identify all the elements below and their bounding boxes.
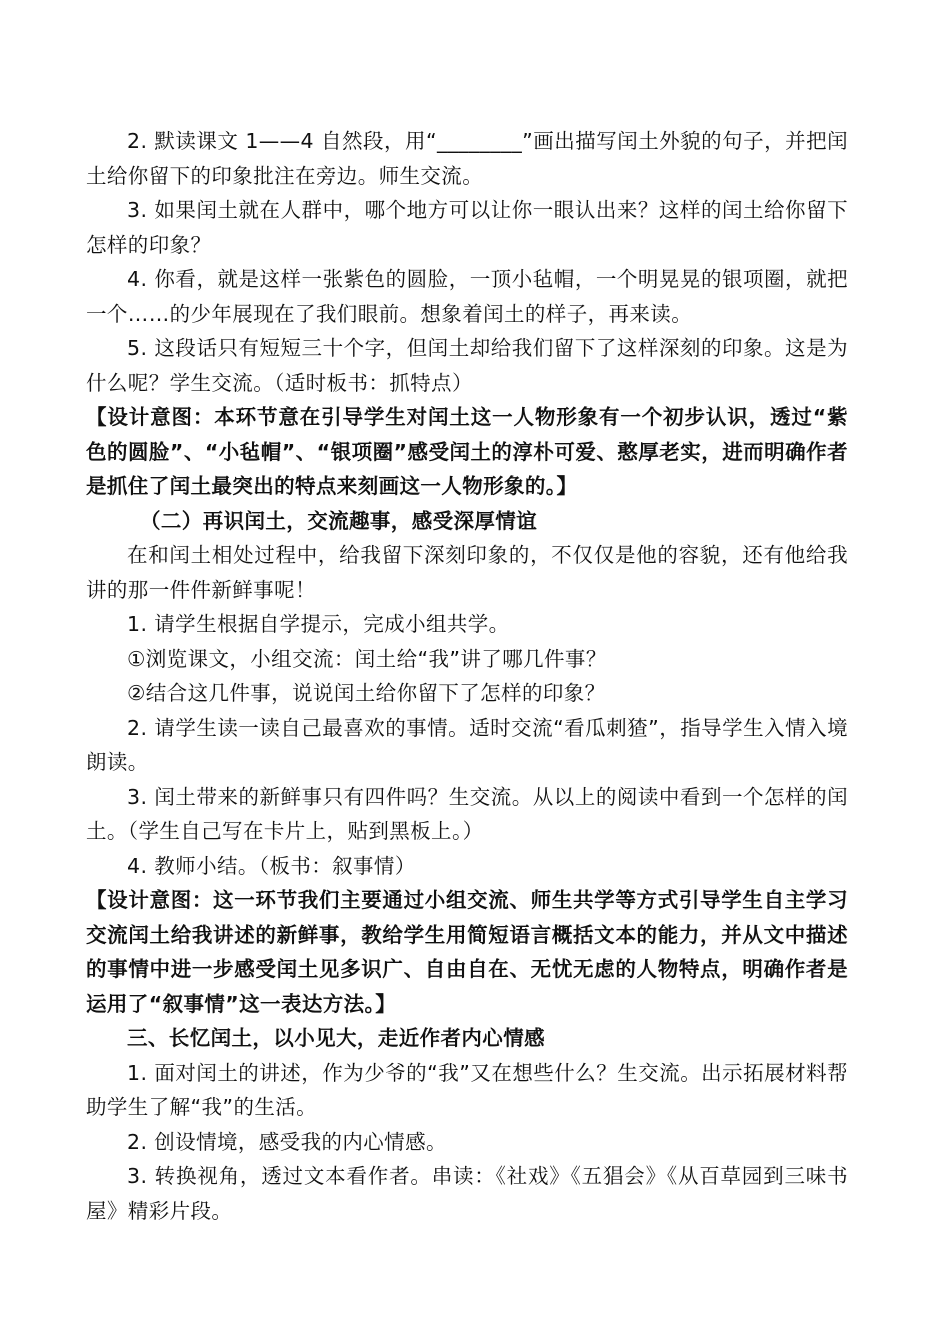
section-3-step-1: 1. 面对闰土的讲述，作为少爷的“我”又在想些什么？生交流。出示拓展材料帮助学生了解“我”的生活。: [86, 1060, 848, 1119]
section-heading-2: （二）再识闰土，交流趣事，感受深厚情谊: [140, 508, 538, 533]
group-study-step-4: 4. 教师小结。（板书：叙事情）: [127, 853, 416, 878]
group-study-step-2: 2. 请学生读一读自己最喜欢的事情。适时交流“看瓜刺猹”，指导学生入情入境朗读。: [86, 715, 848, 774]
section-3-step-2: 2. 创设情境，感受我的内心情感。: [127, 1129, 447, 1154]
step-2-silent-reading: 2. 默读课文 1——4 自然段，用“________”画出描写闰土外貌的句子，并把闰土给你留下的印象批注在旁边。师生交流。: [86, 129, 848, 188]
design-intent-2: 【设计意图：这一环节我们主要通过小组交流、师生共学等方式引导学生自主学习交流闰土给我讲述的新鲜事，教给学生用简短语言概括文本的能力，并从文中描述的事情中进一步感受闰土见多识广、自由自在、无忧无虑的人物特点，明确作者是运用了“叙事情”这一表达方法。】: [86, 888, 848, 1016]
step-4-imagine-runtu: 4. 你看，就是这样一张紫色的圆脸，一顶小毡帽，一个明晃晃的银项圈，就把一个……的少年展现在了我们眼前。想象着闰土的样子，再来读。: [86, 267, 848, 326]
group-study-task-1: ①浏览课文，小组交流：闰土给“我”讲了哪几件事？: [127, 646, 607, 671]
step-5-why-question: 5. 这段话只有短短三十个字，但闰土却给我们留下了这样深刻的印象。这是为什么呢？学生交流。（适时板书：抓特点）: [86, 336, 848, 395]
group-study-task-2: ②结合这几件事，说说闰土给你留下了怎样的印象？: [127, 681, 606, 705]
step-3-crowd-question: 3. 如果闰土就在人群中，哪个地方可以让你一眼认出来？这样的闰土给你留下怎样的印象？: [86, 198, 848, 257]
section-2-intro: 在和闰土相处过程中，给我留下深刻印象的，不仅仅是他的容貌，还有他给我讲的那一件件新鲜事呢！: [86, 543, 848, 602]
group-study-step-1: 1. 请学生根据自学提示，完成小组共学。: [127, 612, 510, 636]
section-heading-3: 三、长忆闰土，以小见大，走近作者内心情感: [127, 1026, 545, 1050]
section-3-step-3: 3. 转换视角，透过文本看作者。串读：《社戏》《五猖会》《从百草园到三味书屋》精彩片段。: [86, 1164, 848, 1223]
design-intent-1: 【设计意图：本环节意在引导学生对闰土这一人物形象有一个初步认识，透过“紫色的圆脸”、“小毡帽”、“银项圈”感受闰土的淳朴可爱、憨厚老实，进而明确作者是抓住了闰土最突出的特点来刻画这一人物形象的。】: [86, 405, 848, 498]
group-study-step-3: 3. 闰土带来的新鲜事只有四件吗？生交流。从以上的阅读中看到一个怎样的闰土。（学生自己写在卡片上，贴到黑板上。）: [86, 784, 848, 843]
lesson-plan-body: [86, 124, 848, 1228]
